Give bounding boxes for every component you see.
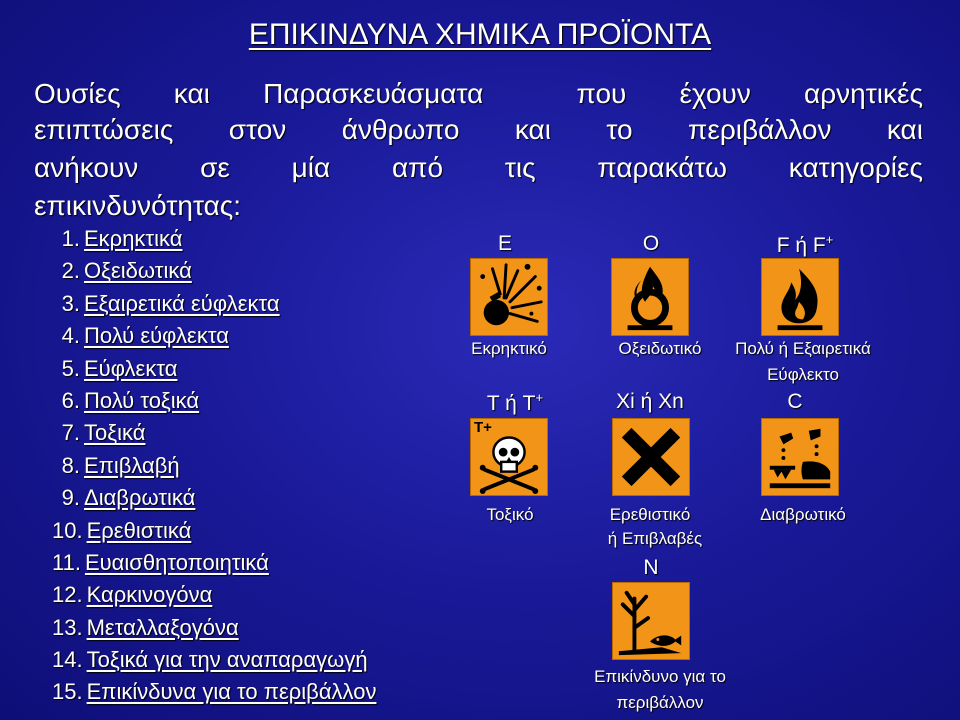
flame-over-circle-icon [611,258,689,336]
item-number: 15. [52,679,83,705]
label-flammable-2: Εύφλεκτο [767,365,839,384]
item-link[interactable]: Εξαιρετικά εύφλεκτα [84,290,280,316]
label-flammable-1: Πολύ ή Εξαιρετικά [735,339,871,358]
intro-word: παρακάτω [597,152,727,183]
list-item[interactable] [52,226,376,258]
item-link[interactable]: Ευαισθητοποιητικά [84,549,269,575]
label-oxidizing: Οξειδωτικό [618,339,702,358]
intro-word: κατηγορίες [788,152,923,183]
item-number: 13. [52,614,83,640]
item-link[interactable]: Ερεθιστικά [86,517,192,543]
label-irritant-1: Ερεθιστικό [609,505,691,524]
list-item[interactable] [52,453,376,485]
intro-word: Παρασκευάσματα [263,78,484,109]
intro-word: στον [228,114,287,145]
item-number: 12. [52,582,83,608]
list-item[interactable] [52,258,376,290]
item-link[interactable]: Πολύ τοξικά [84,387,200,413]
list-item[interactable] [52,647,376,679]
label-environment-2: περιβάλλον [616,693,704,712]
item-number: 7. [61,420,80,446]
item-link[interactable]: Διαβρωτικά [84,485,196,511]
code-environment: N [643,556,659,579]
code-corrosive: C [787,390,803,413]
code-explosive: E [497,232,512,255]
exploding-bomb-icon [470,258,548,336]
list-item[interactable] [52,518,376,550]
item-number: 5. [61,355,80,381]
intro-word: έχουν [679,78,751,109]
code-flammable-main: F ή F [776,234,826,257]
intro-word: επικινδυνότητας: [34,190,242,221]
intro-word: και [514,114,551,145]
item-link[interactable]: Εύφλεκτα [84,355,178,381]
intro-word: ανήκουν [34,152,139,183]
item-number: 14. [52,647,83,673]
intro-word: που [576,78,627,109]
corrosion-icon [761,418,839,496]
item-number: 3. [61,290,80,316]
label-environment-1: Επικίνδυνο για το [594,667,726,686]
intro-line-1 [34,78,923,110]
intro-line-2 [34,114,923,146]
intro-word: μία [291,152,331,183]
category-list [52,226,376,712]
list-item[interactable] [52,679,376,711]
intro-word: το [606,114,633,145]
skull-crossbones-icon [470,418,548,496]
intro-word: τις [504,152,536,183]
label-corrosive: Διαβρωτικό [760,505,846,524]
code-toxic-sup: + [535,390,544,405]
list-item[interactable] [52,485,376,517]
list-item[interactable] [52,420,376,452]
intro-word: σε [200,152,230,183]
intro-line-3 [34,152,923,184]
flame-icon [761,258,839,336]
list-item[interactable] [52,291,376,323]
toxic-tag: T+ [474,419,492,436]
intro-word: και [886,114,923,145]
intro-line-4 [34,190,923,222]
list-item[interactable] [52,388,376,420]
item-link[interactable]: Οξειδωτικά [84,258,192,284]
intro-word: Ουσίες [34,78,121,109]
item-link[interactable]: Τοξικά [84,420,146,446]
item-number: 2. [61,258,80,284]
list-item[interactable] [52,550,376,582]
code-flammable [760,232,850,258]
item-link[interactable]: Τοξικά για την αναπαραγωγή [86,647,368,673]
item-link[interactable]: Καρκινογόνα [86,582,213,608]
intro-word: από [391,152,444,183]
code-toxic-main: T ή T [486,392,536,415]
item-link[interactable]: Πολύ εύφλεκτα [84,323,229,349]
intro-word: αρνητικές [804,78,923,109]
item-link[interactable]: Εκρηκτικά [84,226,183,251]
dead-tree-fish-icon [612,582,690,660]
item-link[interactable]: Μεταλλαξογόνα [86,614,239,640]
code-oxidizing: O [642,232,660,255]
intro-word: και [173,78,210,109]
list-item[interactable] [52,615,376,647]
list-item[interactable] [52,582,376,614]
item-number: 8. [61,452,80,478]
label-irritant-2: ή Επιβλαβές [607,529,703,548]
intro-word: επιπτώσεις [34,114,174,145]
page-title: ΕΠΙΚΙΝΔΥΝΑ ΧΗΜΙΚΑ ΠΡΟΪΟΝΤΑ [248,18,712,51]
item-link[interactable]: Επικίνδυνα για το περιβάλλον [86,679,377,705]
item-link[interactable]: Επιβλαβή [84,452,180,478]
label-explosive: Εκρηκτικό [471,339,547,358]
code-flammable-sup: + [825,232,834,247]
list-item[interactable] [52,356,376,388]
intro-word: περιβάλλον [688,114,832,145]
saint-andrew-cross-icon [612,418,690,496]
item-number: 6. [61,387,80,413]
item-number: 11. [52,549,81,575]
item-number: 4. [61,323,80,349]
list-item[interactable] [52,323,376,355]
label-toxic: Τοξικό [486,505,534,524]
intro-word: άνθρωπο [341,114,460,145]
item-number: 10. [52,517,83,543]
item-number: 9. [61,485,80,511]
code-irritant: Xi ή Xn [616,390,684,413]
item-number: 1. [61,226,80,251]
code-toxic [470,390,560,416]
